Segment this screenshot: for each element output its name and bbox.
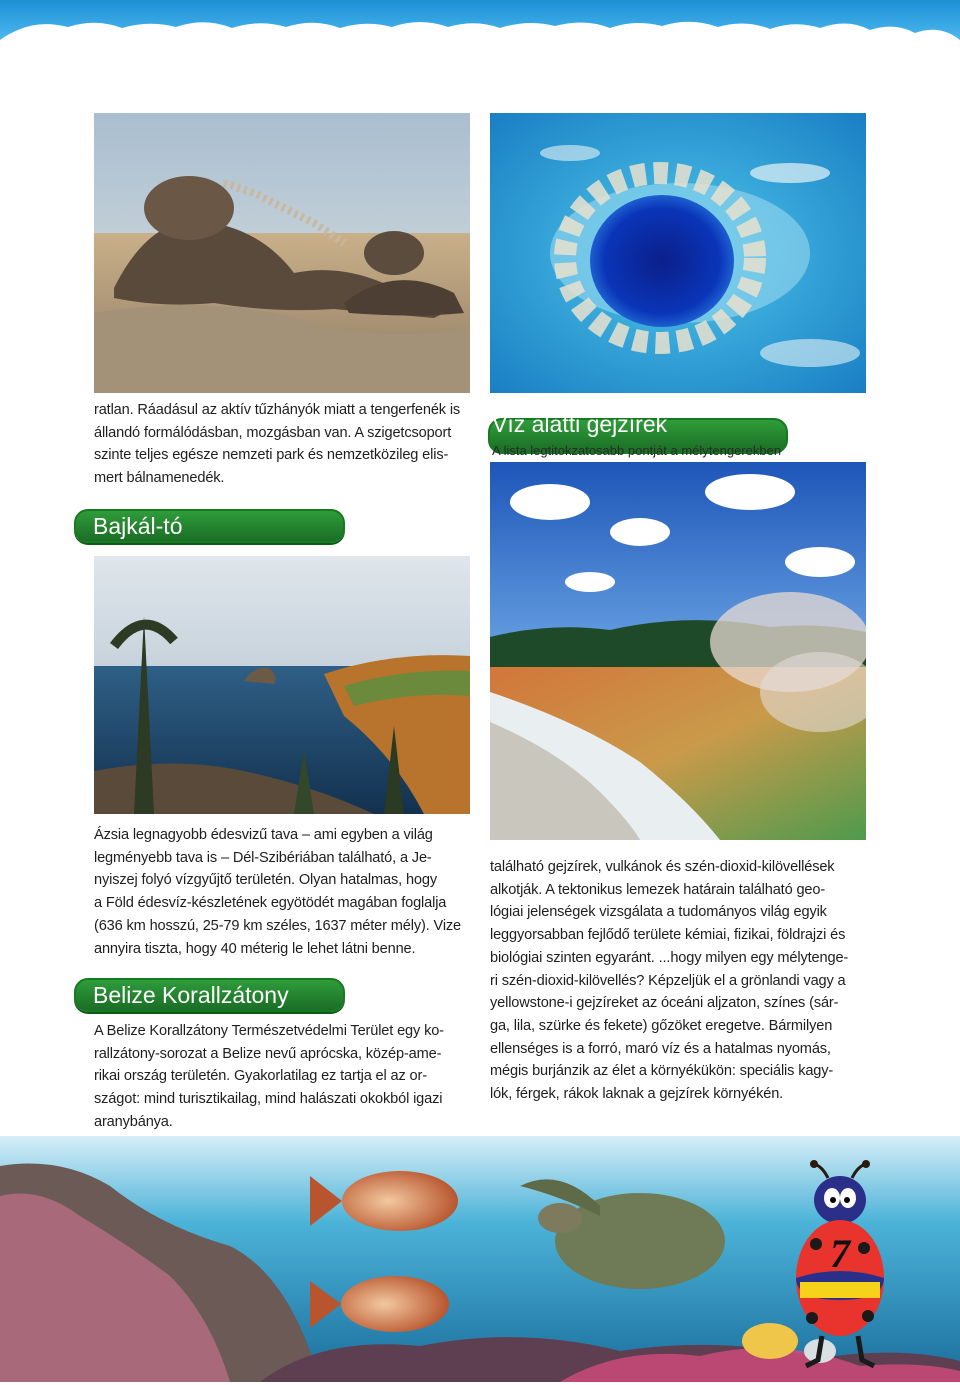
- blue-hole-aerial-photo: [490, 113, 866, 393]
- galapagos-paragraph: [94, 399, 470, 490]
- geysers-line: yellowstone-i gejzíreket az óceáni aljzaton, színes (sár-: [490, 995, 839, 1012]
- belize-heading: Belize Korallzátony: [74, 978, 345, 1012]
- galapagos-line: mert bálnamenedék.: [94, 470, 225, 487]
- geysers-line: ellenséges is a forró, maró víz és a hatalmas nyomás,: [490, 1040, 831, 1057]
- baikal-line: nyiszej folyó vízgyűjtő területén. Olyan hatalmas, hogy: [94, 872, 437, 889]
- belize-line: szágot: mind turisztikailag, mind halászati okokból igazi: [94, 1091, 443, 1108]
- hot-spring-geyser-photo: [490, 462, 866, 840]
- baikal-line: a Föld édesvíz-készletének egyötödét magában foglalja: [94, 895, 447, 912]
- galapagos-line: szinte teljes egésze nemzeti park és nemzetközileg elis-: [94, 447, 449, 464]
- geysers-line: lók, férgek, rákok laknak a gejzírek környékén.: [490, 1086, 784, 1103]
- galapagos-line: ratlan. Ráadásul az aktív tűzhányók miatt a tengerfenék is: [94, 402, 461, 418]
- geysers-line: biológiai szinten egyaránt. ...hogy milyen egy mélytenge-: [490, 949, 849, 966]
- geysers-paragraph: [490, 856, 866, 1106]
- geysers-line: ri szén-dioxid-kilövellés? Képzeljük el a grönlandi vagy a: [490, 972, 846, 989]
- galapagos-line: állandó formálódásban, mozgásban van. A szigetcsoport: [94, 424, 452, 441]
- baikal-line: legményebb tava is – Dél-Szibériában található, a Je-: [94, 849, 432, 866]
- belize-line: aranybánya.: [94, 1113, 173, 1130]
- baikal-heading: Bajkál-tó: [74, 509, 345, 543]
- geysers-line: található gejzírek, vulkánok és szén-dioxid-kilövellések: [490, 859, 835, 875]
- marine-iguanas-photo: [94, 113, 470, 393]
- belize-line: rikai ország területén. Gyakorlatilag ez tartja el az or-: [94, 1068, 427, 1085]
- baikal-paragraph: [94, 824, 470, 960]
- baikal-line: annyira tiszta, hogy 40 méterig le lehet látni benne.: [94, 940, 416, 957]
- geysers-heading: Víz alatti gejzírek: [492, 411, 668, 437]
- lake-baikal-photo: [94, 556, 470, 814]
- geysers-line: mégis burjánzik az élet a környékükön: speciális kagy-: [490, 1063, 834, 1080]
- belize-line: rallzátony-sorozat a Belize nevű aprócska, közép-ame-: [94, 1045, 442, 1062]
- page-number: 7: [830, 1231, 850, 1276]
- geysers-line: ga, lila, szürke és fekete) gőzöket eregetve. Bármilyen: [490, 1017, 833, 1034]
- baikal-line: Ázsia legnagyobb édesvizű tava – ami egyben a világ: [94, 827, 433, 843]
- baikal-line: (636 km hosszú, 25-79 km széles, 1637 méter mély). Vize: [94, 917, 462, 934]
- belize-paragraph: [94, 1020, 470, 1134]
- geysers-subtitle: A lista legtitokzatosabb pontját a mélytengerekben: [492, 443, 782, 458]
- top-wave-band: [0, 0, 960, 50]
- geysers-line: lógiai jelenségek vizsgálata a tudományos világ egyik: [490, 904, 827, 921]
- geysers-line: leggyorsabban fejlődő területe kémiai, fizikai, földrajzi és: [490, 927, 846, 944]
- geysers-line: alkotják. A tektonikus lemezek határain található geo-: [490, 881, 826, 898]
- belize-line: A Belize Korallzátony Természetvédelmi Terület egy ko-: [94, 1023, 444, 1039]
